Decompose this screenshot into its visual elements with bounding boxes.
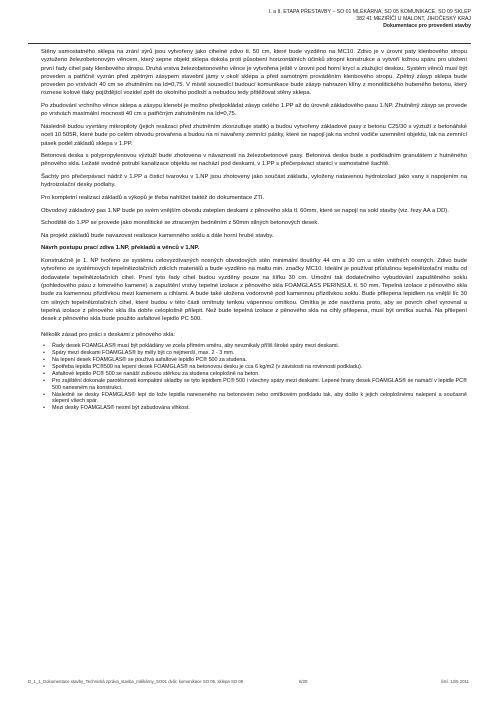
paragraph: Následně budou vyvrtány mikropiloty (jejich realizaci před zhutněním zkonzultuje statik) a budou vytvořeny základové pasy z betonu C25/30 s výztuží z betonářské oceli 10 505R, které bude po celém obvodu provařena a budou na ni navařeny zemnící pásky, které se napojí jak na vrchní vodiče uzemnění objektu, tak na zemnící pásek podél základů sklepa v 1.PP.: [41, 123, 467, 147]
list-item: • Pro zajištění dokonale parotěsnosti kompaktní skladby se tyto lepidlem PC® 500 i všechny spáry mezi deskami. Lepené hrany desek FOAMGLAS® se namáčí v lepidle PC® 500 nanesném na konstrukci.: [43, 378, 467, 391]
list-item: • Řady desek FOAMGLAS® musí být pokládány ve zcela přímém směru, aby nevznikaly příliš široké spáry mezi deskami.: [43, 342, 340, 349]
paragraph: Po zbudování vrchního věnce sklepa a zásypu klenebí je možno předpokládat zásyp celého 1.PP až do úrovně základového pasu 1.NP. Zhutněný zásyp se provede po vrstvách maximální mocnosti 40 cm s patřičným zahutněním na Id=0,75.: [41, 103, 467, 118]
paragraph: Pro kompletní realizaci základů a výkopů je třeba nahlížet taktéž do dokumentace ZTI.: [41, 194, 265, 201]
list-item: • Spotřeba lepidla PC®500 na lepení desek FOAMGLAS® na betonovou desku je cca 6 kg/m2 (v závislosti na rovinnosti podkladu).: [43, 364, 363, 371]
page-header: [151, 9, 471, 30]
list-item: • Na lepení desek FOAMGLAS® se používá asfaltové lepidlo PC® 500 za studena.: [43, 356, 247, 363]
footer-date: listí. 12/5 2011: [441, 679, 469, 684]
bullet-list: [41, 343, 467, 412]
paragraph: Stěny samostatného sklepa na zrání sýrů jsou vytvořeny jako cihelné zdivo tl. 50 cm, které bude vyzděno na MC10. Zdivo je v úrovni paty klenbového stropu vyztuženo železobetonovým věncem, který sepne objekt sklepa dokola proti působení horizontálních účinků stropní konstrukce a vytvoří ložnou spáru pro uložení první řady cihel paty klenbového stropu. Druhá vrstva železobetonového věnce je vytvořena ještě v úrovni pod horní krycí a ztužující deskou. Systém věnců musí být proveden a patřičně vyzrán před zpětným zásypem stavební jámy v okolí sklepa a před samotným prováděním klenbového stropu. Zpětný zásyp sklepa bude proveden po vrstvách 40 cm se zhutněním na Id=0,75. V místě sousedící budoucí komunikace bude zásyp nahrazen klíny z monolitického hubeného betonu, který roznese kolové tlaky pojíždějící vozidel zpět do okolního podloží a nebudou tedy přitěžovat stěny sklepa.: [41, 49, 467, 97]
header-doc-type: Dokumentace pro provedení stavby: [383, 23, 471, 29]
list-item: • Spáry mezi deskami FOAMGLAS® by měly být co nejmenší, max. 2 - 3 mm.: [43, 349, 235, 356]
list-item: • Mezi desky FOAMGLAS® nesmí být zabudována vlhkost.: [43, 405, 190, 412]
document-body: [41, 48, 467, 413]
paragraph: Na projekt základů bude navazovat realizace kamenného soklu a dále horní hrubé stavby.: [41, 232, 274, 239]
bullet-icon: •: [43, 371, 45, 378]
footer-file-name: D_1_1_Dokumentace stavby_Technická zpráva_stavba_mlékárny_SO01 dvůr, komunikace SO 05, sklepa SO 09: [28, 679, 244, 684]
bullet-icon: •: [43, 378, 45, 385]
bullet-icon: •: [43, 349, 45, 356]
bullet-icon: •: [43, 405, 45, 412]
list-item: • Následně se desky FOAMGLAS® lepí do lože lepidla naneseného na betonovém nebo omítkovém podkladu tak, aby došlo k jejich celoplošnému nalepení a současně slepení všech spár.: [43, 391, 467, 405]
list-item: • Asfaltové lepidlo PC® 500 se nanáší zubovou stěrkou za studena celoplošně na beton.: [43, 371, 260, 378]
paragraph: Obvodový základový pas 1.NP bude po svém vnějším obvodu zateplen deskami z pěnového skla tl. 60mm, které se napojí na sokl stavby (viz. řezy AA a DD).: [41, 207, 449, 214]
header-project-title: I. a II. ETAPA PŘESTAVBY – SO 01 MLÉKÁRNA, SO 05 KOMUNIKACE, SO 09 SKLEP: [268, 9, 471, 15]
paragraph: Šachty pro přečerpávací nádrž v 1.PP a čisticí tvarovku v 1.NP jsou zhotoveny jako součást základu, vyloženy natavenou hydroizolací jako vany s napojením na hydroizolační desky podlahy.: [41, 174, 467, 189]
bullet-icon: •: [43, 391, 45, 398]
header-divider: [28, 43, 471, 44]
paragraph: Betonová deska s polypropylenovou výztuží bude zhotovena v návaznosti na železobetonové pasy. Betonová deska bude s podkladním granulátem z hutněného pěnového skla. Ležaté svodné potrubí kanalizace objektu se nachází pod deskami, v 1.PP s přečerpávací stanicí v samostatné šachtě.: [41, 153, 467, 168]
paragraph: Schodiště do 1.PP se provede jako monolitické se ztraceným bedněním z 50mm silných betonových desek.: [41, 220, 319, 227]
bullet-icon: •: [43, 364, 45, 371]
bullets-intro: Několik zásad pro práci s deskami z pěnového skla:: [41, 332, 176, 339]
header-location: 382 41 MEZIŘÍČÍ U MALONT, JIHOČESKÝ KRAJ: [356, 16, 471, 22]
bullet-icon: •: [43, 342, 45, 349]
footer-page-number: 6/20: [299, 679, 308, 684]
section-heading: Návrh postupu prací zdiva 1.NP, překladů a věnců v 1.NP.: [41, 245, 200, 252]
paragraph: Konstrukčně je 1. NP tvořeno ze systému celovyzdívaných nosných obvodových stěn minimální tloušťky 44 cm a 30 cm u stěn vnitřních nosných. Zdivo bude vytvořeno ze systémových tepelněizolačních zdicích materiálů a bude vyzděno na maltu min. značky MC10. Ideální je používat příslušnou tepelněizolační maltu od dodavatele tepelněizolačních cihel. První tyto řady cihel budou vyzděny pouze na šířku 30 cm. Umožní tak dodatečného vybudování zapuštěného soklu (pohledového pásu z lomového kamene) a zapuštění vrstvy tepelné izolace z pěnového skla FOAMGLASS PERINSUL tl. 50 mm. Tepelná izolace z pěnového skla bude za kamennou přizdívkou mezi kamenem a cihlami. A bude také uložena vodorovně pod kamennou přizdívkou soklu. Bude přilepena lepidlem na vnější líc 30 cm silných tepelněizolačních cihel, které budou v této části omítnuty tenkou vápennou omítkou. Omítka je zde navržena proto, aby se povrch cihel vyrovnal a tepelná izolace z pěnového skla šla dobře celoplošně přilepit. Než bude tepelná izolace z pěnového skla na cihly přilepena, musí být omítka suchá. Na přilepení desek z pěnového skla bude použito asfaltové lepidlo PC 500.: [41, 258, 467, 323]
bullet-icon: •: [43, 356, 45, 363]
